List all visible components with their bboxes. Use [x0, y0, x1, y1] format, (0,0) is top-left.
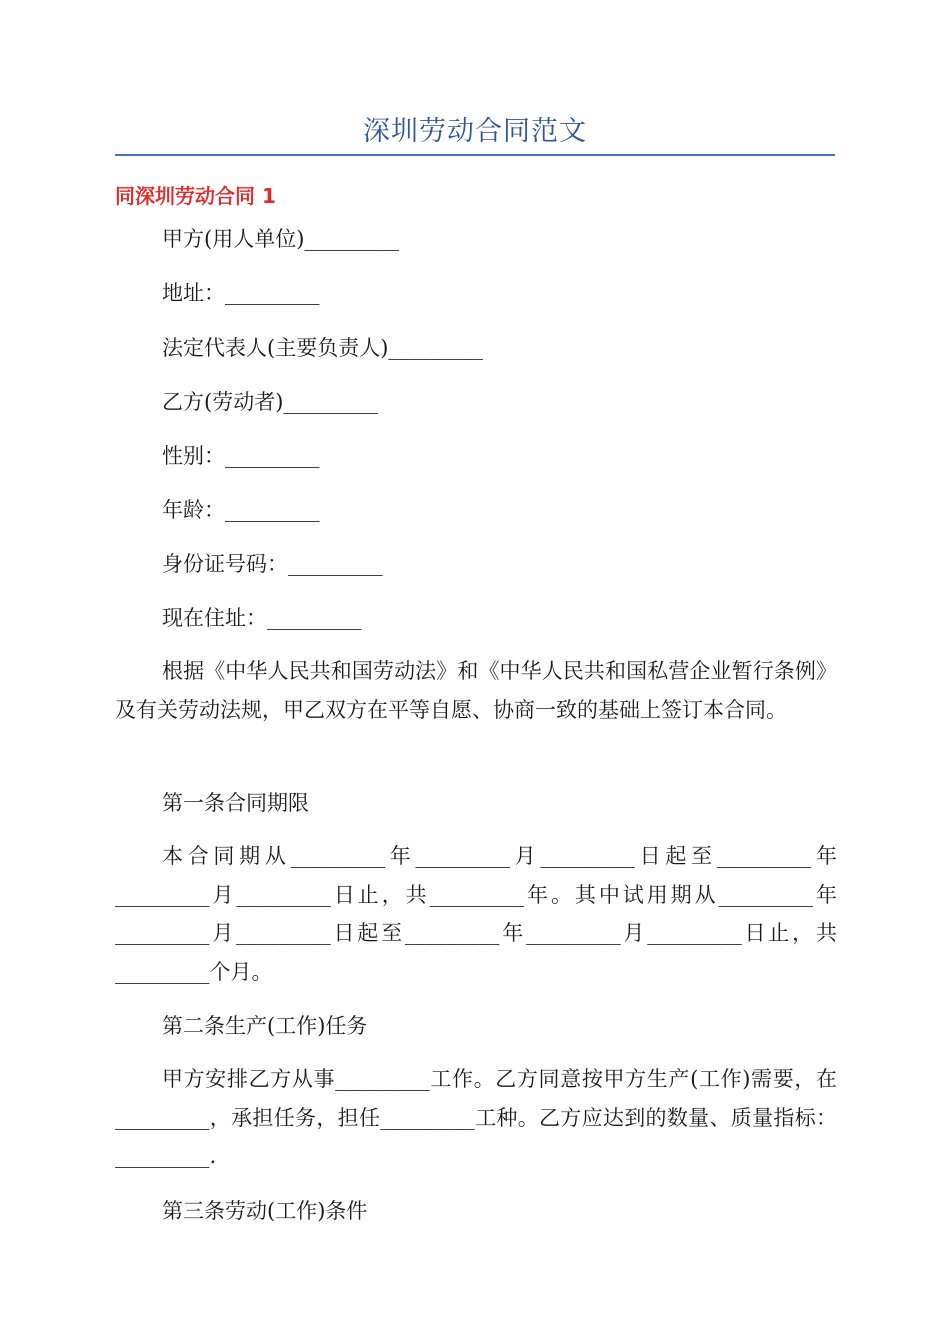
article-2-title: 第二条生产(工作)任务	[162, 1014, 368, 1038]
field-gender: 性别：_________	[162, 444, 320, 468]
field-current-address: 现在住址：_________	[162, 606, 362, 630]
field-party-b: 乙方(劳动者)_________	[162, 390, 378, 414]
article-3-title: 第三条劳动(工作)条件	[162, 1199, 368, 1223]
field-address: 地址：_________	[162, 281, 320, 305]
document-title: 深圳劳动合同范文	[363, 116, 587, 147]
section-heading: 同深圳劳动合同 1	[115, 184, 276, 208]
field-legal-rep: 法定代表人(主要负责人)_________	[162, 336, 483, 360]
field-party-a: 甲方(用人单位)_________	[162, 227, 399, 251]
field-id-number: 身份证号码：_________	[162, 552, 383, 576]
article-1-body: 本合同期从_________年_________月_________日起至_________年_________月_________日止，共_________年。其中试用期从_________年_________月_________日起至_________年_________月_________日止，共_________个月。	[115, 844, 837, 984]
article-2-body: 甲方安排乙方从事_________工作。乙方同意按甲方生产(工作)需要，在_________，承担任务，担任_________工种。乙方应达到的数量、质量指标：_________.	[115, 1067, 837, 1168]
preamble-paragraph: 根据《中华人民共和国劳动法》和《中华人民共和国私营企业暂行条例》及有关劳动法规，甲乙双方在平等自愿、协商一致的基础上签订本合同。	[115, 659, 837, 722]
title-underline	[115, 154, 835, 156]
field-age: 年龄：_________	[162, 498, 320, 522]
article-1-title: 第一条合同期限	[162, 791, 309, 815]
